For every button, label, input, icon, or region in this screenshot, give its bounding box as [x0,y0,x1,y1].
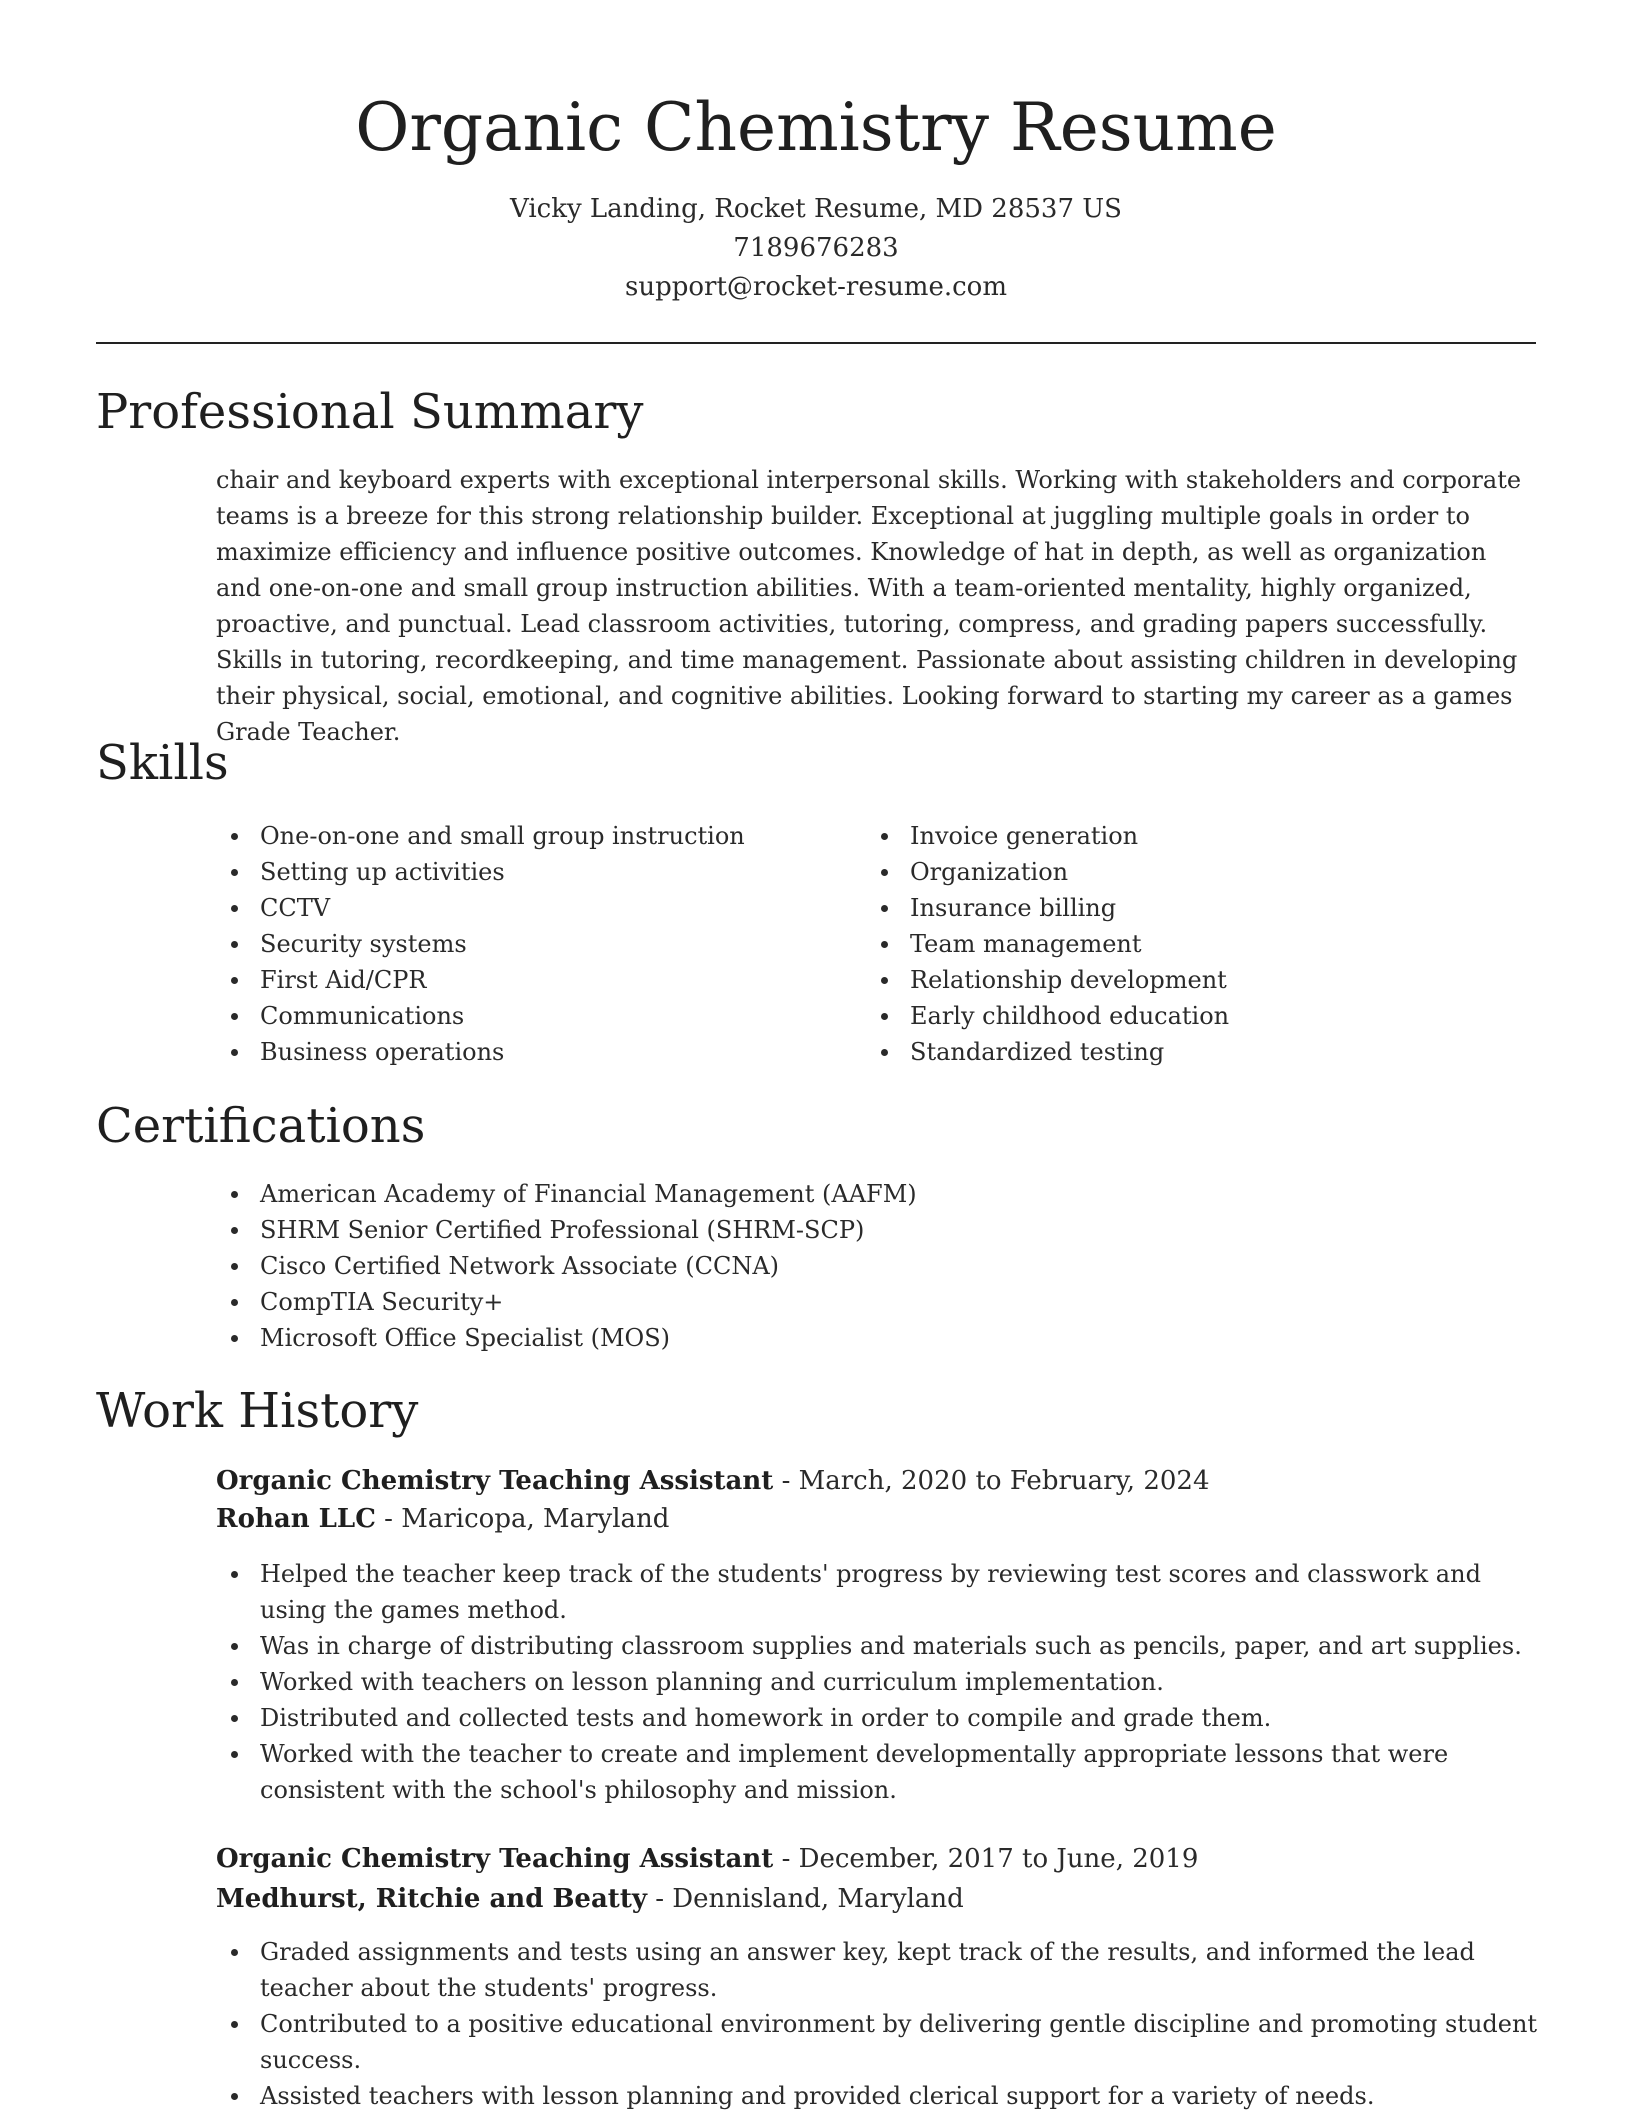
certification-item: SHRM Senior Certified Professional (SHRM-SCP) [216,1212,1536,1248]
job-bullet: Worked with teachers on lesson planning and curriculum implementation. [216,1664,1538,1700]
certification-item: CompTIA Security+ [216,1284,1536,1320]
contact-address: Vicky Landing, Rocket Resume, MD 28537 US [510,194,1122,224]
job-bullets [216,1556,1538,1808]
contact-email: support@rocket-resume.com [624,272,1007,302]
skill-item: First Aid/CPR [216,962,816,998]
skill-item: Setting up activities [216,854,816,890]
contact-phone: 7189676283 [733,233,899,263]
job-title: Organic Chemistry Teaching Assistant [216,1466,774,1496]
summary-text: chair and keyboard experts with exceptional interpersonal skills. Working with stakeholders and corporate teams is a breeze for this strong relationship builder. Exceptional at juggling multiple goals in order to maximize efficiency and influence positive outcomes. Knowledge of hat in depth, as well as organization and one-on-one and small group instruction abilities. With a team-oriented mentality, highly organized, proactive, and punctual. Lead classroom activities, tutoring, compress, and grading papers successfully. Skills in tutoring, recordkeeping, and time management. Passionate about assisting children in developing their physical, social, emotional, and cognitive abilities. Looking forward to starting my career as a games Grade Teacher. [216,466,1522,746]
job-bullet: Was in charge of distributing classroom supplies and materials such as pencils, paper, and art supplies. [216,1628,1538,1664]
skills-list-left [216,818,816,1070]
certification-item: American Academy of Financial Management (AAFM) [216,1176,1536,1212]
job-dates: - December, 2017 to June, 2019 [773,1844,1199,1874]
certification-item: Cisco Certified Network Associate (CCNA) [216,1248,1536,1284]
skill-item: Standardized testing [866,1034,1486,1070]
work-history-heading: Work History [96,1383,419,1439]
job-company: Medhurst, Ritchie and Beatty [216,1884,647,1914]
certifications-heading: Certifications [96,1098,426,1154]
certifications-list [216,1176,1536,1356]
job-company: Rohan LLC [216,1504,376,1534]
skill-item: Security systems [216,926,816,962]
job-bullet: Contributed to a positive educational environment by delivering gentle discipline and promoting student success. [216,2006,1538,2078]
skill-item: Invoice generation [866,818,1486,854]
skill-item: CCTV [216,890,816,926]
skill-item: Early childhood education [866,998,1486,1034]
resume-title: Organic Chemistry Resume [355,89,1277,166]
skill-item: Team management [866,926,1486,962]
skill-item: Business operations [216,1034,816,1070]
certification-item: Microsoft Office Specialist (MOS) [216,1320,1536,1356]
job-bullet: Graded assignments and tests using an answer key, kept track of the results, and informed the lead teacher about the students' progress. [216,1934,1538,2006]
job-bullet: Worked with the teacher to create and implement developmentally appropriate lessons that were consistent with the school's philosophy and mission. [216,1736,1538,1808]
skills-heading: Skills [96,735,229,791]
header-divider [96,342,1536,344]
skill-item: Insurance billing [866,890,1486,926]
summary-heading: Professional Summary [96,384,644,440]
skill-item: Communications [216,998,816,1034]
job-dates: - March, 2020 to February, 2024 [773,1466,1210,1496]
job-title-line [216,1840,1198,1878]
job-bullet: Helped the teacher keep track of the students' progress by reviewing test scores and classwork and using the games method. [216,1556,1538,1628]
skill-item: One-on-one and small group instruction [216,818,816,854]
job-location: - Maricopa, Maryland [375,1504,670,1534]
job-company-line [216,1500,669,1538]
skill-item: Relationship development [866,962,1486,998]
job-company-line [216,1880,964,1918]
job-bullets [216,1934,1538,2114]
job-bullet: Assisted teachers with lesson planning and provided clerical support for a variety of needs. [216,2078,1538,2114]
skills-list-right [866,818,1486,1070]
job-title-line [216,1462,1210,1500]
skill-item: Organization [866,854,1486,890]
job-bullet: Distributed and collected tests and homework in order to compile and grade them. [216,1700,1538,1736]
job-title: Organic Chemistry Teaching Assistant [216,1844,774,1874]
job-location: - Dennisland, Maryland [646,1884,964,1914]
